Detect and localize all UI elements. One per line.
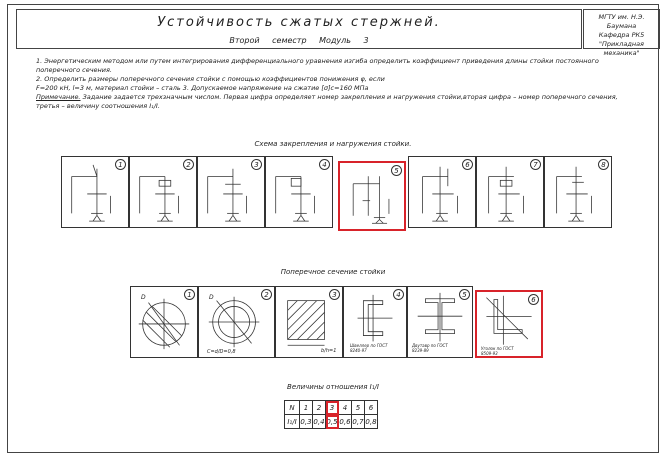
task-item-2: 2. Определить размеры поперечного сечения стойки с помощью коэффициентов понижения φ, если [36, 75, 385, 83]
channel-label: Швеллер по ГОСТ 8240-97 [350, 343, 388, 353]
scheme-6[interactable] [408, 156, 476, 228]
section-channel[interactable] [343, 286, 407, 358]
ring-ratio: С=d/D=0,8 [207, 349, 236, 355]
org-line: Кафедра РК5 [598, 31, 645, 39]
angle-label: Уголок по ГОСТ 8509-93 [481, 346, 514, 356]
scheme-number: 6 [462, 159, 473, 170]
org-line: "Прикладная механика" [599, 40, 644, 57]
diameter-label: D [209, 294, 214, 301]
section-i-beam[interactable] [407, 286, 473, 358]
org-line: МГТУ им. Н.Э. Баумана [598, 13, 645, 30]
page-title: Устойчивость сжатых стержней. [157, 15, 441, 30]
scheme-4[interactable] [265, 156, 333, 228]
section-number: 2 [261, 289, 272, 300]
scheme-7[interactable] [476, 156, 544, 228]
section-number: 1 [184, 289, 195, 300]
title-block [16, 9, 582, 49]
semester-label: Второй семестр [229, 36, 307, 45]
scheme-8[interactable] [544, 156, 612, 228]
ratio-table [284, 400, 378, 429]
task-conditions: F=200 кН, l=3 м, материал стойки – сталь 3. Допускаемое напряжение на сжатие [σ]c=160 МПа [36, 84, 369, 92]
scheme-number: 7 [530, 159, 541, 170]
sections-caption: Поперечное сечение стойки [280, 268, 386, 276]
scheme-number: 8 [598, 159, 609, 170]
scheme-1[interactable] [61, 156, 129, 228]
ratio-value: 0,6 [339, 415, 352, 429]
scheme-number: 2 [183, 159, 194, 170]
section-number: 5 [459, 289, 470, 300]
note-label: Примечание. [36, 93, 81, 101]
ratio-number: 5 [352, 401, 365, 415]
ratio-caption: Величины отношения I₁/I [287, 383, 379, 391]
ratio-value-row [285, 415, 378, 429]
row-label-ratio: I₁/I [285, 415, 300, 429]
scheme-number: 4 [319, 159, 330, 170]
ratio-number: 2 [313, 401, 326, 415]
ratio-value: 0,4 [313, 415, 326, 429]
scheme-2[interactable] [129, 156, 197, 228]
task-text [36, 57, 636, 111]
ratio-number-selected[interactable]: 3 [326, 401, 339, 415]
scheme-number: 3 [251, 159, 262, 170]
scheme-3[interactable] [197, 156, 265, 228]
module-label: Модуль 3 [319, 36, 369, 45]
ratio-number: 6 [365, 401, 378, 415]
task-item-1: 1. Энергетическим методом или путем интегрирования дифференциального уравнения изгиба определить коэффициент приведения длины стойки постоянного поперечного сечения. [36, 57, 599, 74]
organization-block [583, 9, 660, 57]
section-angle[interactable] [475, 290, 543, 358]
section-number: 4 [393, 289, 404, 300]
section-number: 3 [329, 289, 340, 300]
drawing-sheet [7, 4, 659, 453]
task-note [36, 93, 636, 111]
ratio-value-selected[interactable]: 0,5 [326, 415, 339, 429]
section-ring[interactable] [198, 286, 275, 358]
note-text: Задание задается трехзначным числом. Первая цифра определяет номер закрепления и нагружения стойки,вторая цифра – номер поперечного сечения, третья – величину соотношения I₁/I. [36, 93, 618, 110]
ratio-value: 0,3 [300, 415, 313, 429]
schemes-caption: Схема закрепления и нагружения стойки. [254, 140, 412, 148]
ratio-header-row [285, 401, 378, 415]
scheme-5[interactable] [338, 161, 406, 231]
ratio-number: 1 [300, 401, 313, 415]
semester-module [17, 36, 581, 45]
row-label-n: N [285, 401, 300, 415]
ratio-value: 0,8 [365, 415, 378, 429]
diameter-label: D [141, 294, 146, 301]
ibeam-label: Двутавр по ГОСТ 8239-89 [412, 343, 448, 353]
section-number: 6 [528, 294, 539, 305]
section-rectangle[interactable] [275, 286, 343, 358]
scheme-number: 1 [115, 159, 126, 170]
ratio-value: 0,7 [352, 415, 365, 429]
organization-text [586, 13, 657, 58]
ratio-number: 4 [339, 401, 352, 415]
scheme-number: 5 [391, 165, 402, 176]
rect-ratio: b/h=1 [321, 348, 337, 354]
section-round-solid[interactable] [130, 286, 198, 358]
